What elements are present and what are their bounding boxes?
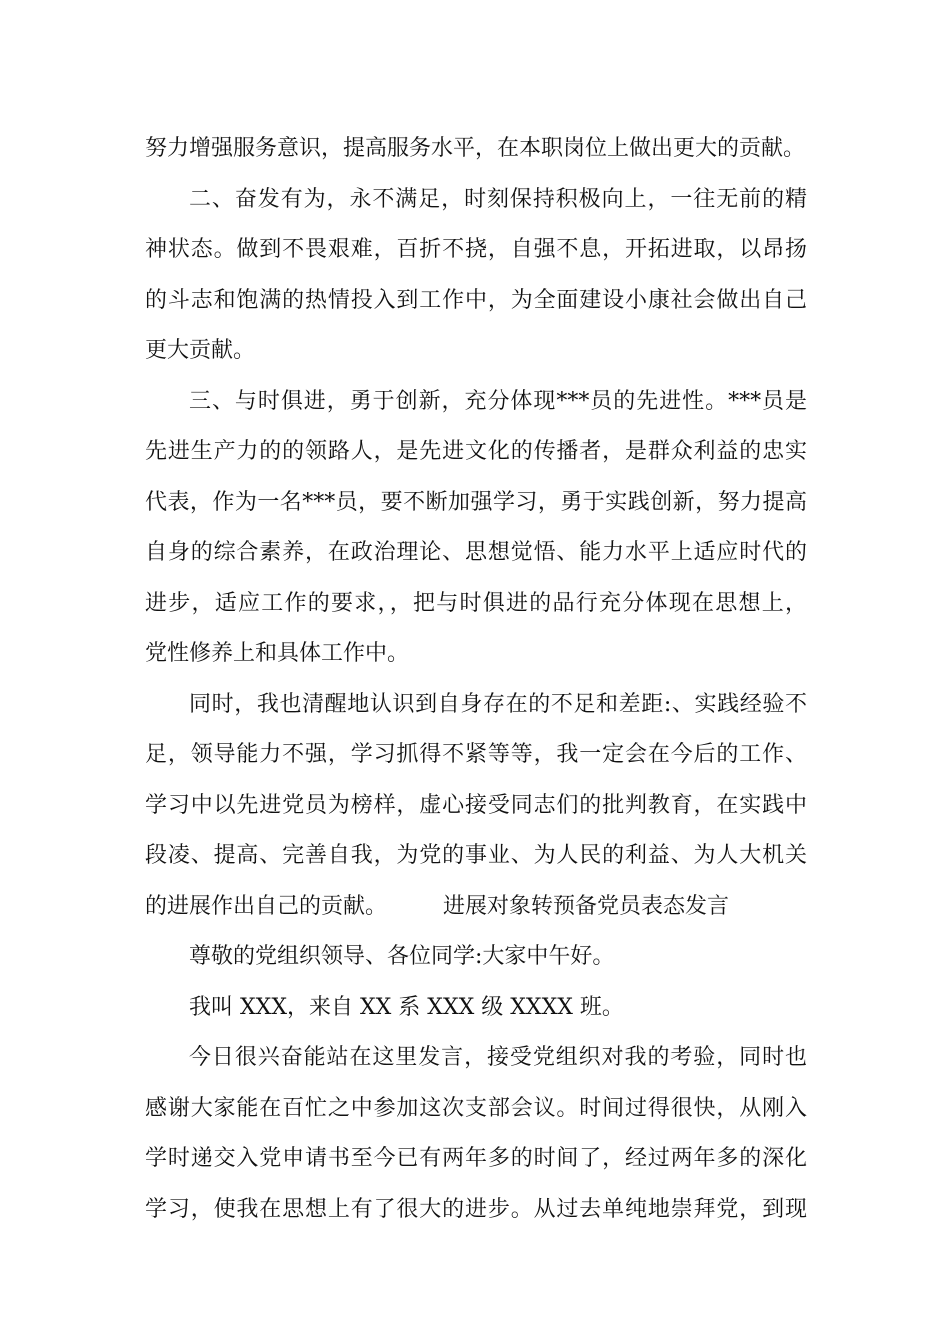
text-line: 今日很兴奋能站在这里发言，接受党组织对我的考验，同时也	[189, 1045, 807, 1070]
text-line: 先进生产力的的领路人，是先进文化的传播者，是群众利益的忠实	[145, 439, 807, 464]
text-line: 代表，作为一名***员，要不断加强学习，勇于实践创新，努力提高	[145, 489, 807, 515]
text-line: 足，领导能力不强，学习抓得不紧等等，我一定会在今后的工作、	[145, 742, 807, 767]
text-line: 党性修养上和具体工作中。	[145, 641, 410, 666]
text-line: 三、与时俱进，勇于创新，充分体现***员的先进性。***员是	[189, 388, 807, 414]
text-line: 学习中以先进党员为榜样，虚心接受同志们的批判教育，在实践中	[145, 792, 807, 818]
text-line: 自身的综合素养，在政治理论、思想觉悟、能力水平上适应时代的	[145, 540, 807, 565]
text-line: 同时，我也清醒地认识到自身存在的不足和差距:、实践经验不	[189, 691, 807, 717]
text-line: 感谢大家能在百忙之中参加这次支部会议。时间过得很快，从刚入	[145, 1095, 807, 1121]
text-line: 更大贡献。	[145, 338, 256, 363]
text-line: 尊敬的党组织领导、各位同学:大家中午好。	[189, 944, 615, 969]
text-line: 努力增强服务意识，提高服务水平，在本职岗位上做出更大的贡献。	[145, 136, 806, 161]
text-line: 的斗志和饱满的热情投入到工作中，为全面建设小康社会做出自己	[145, 287, 807, 313]
text-line: 的进展作出自己的贡献。 进展对象转预备党员表态发言	[145, 893, 729, 919]
document-body	[145, 124, 807, 1235]
text-line: 我叫 XXX，来自 XX 系 XXX 级 XXXX 班。	[189, 994, 624, 1020]
text-line: 神状态。做到不畏艰难，百折不挠，自强不息，开拓进取，以昂扬	[145, 237, 807, 262]
text-line: 学时递交入党申请书至今已有两年多的时间了，经过两年多的深化	[145, 1146, 807, 1171]
text-line: 进步，适应工作的要求，，把与时俱进的品行充分体现在思想上，	[145, 590, 807, 616]
text-line: 段凌、提高、完善自我，为党的事业、为人民的利益、为人大机关	[145, 843, 807, 868]
text-line: 学习，使我在思想上有了很大的进步。从过去单纯地崇拜党，到现	[145, 1196, 807, 1222]
text-line: 二、奋发有为，永不满足，时刻保持积极向上，一往无前的精	[189, 186, 807, 212]
